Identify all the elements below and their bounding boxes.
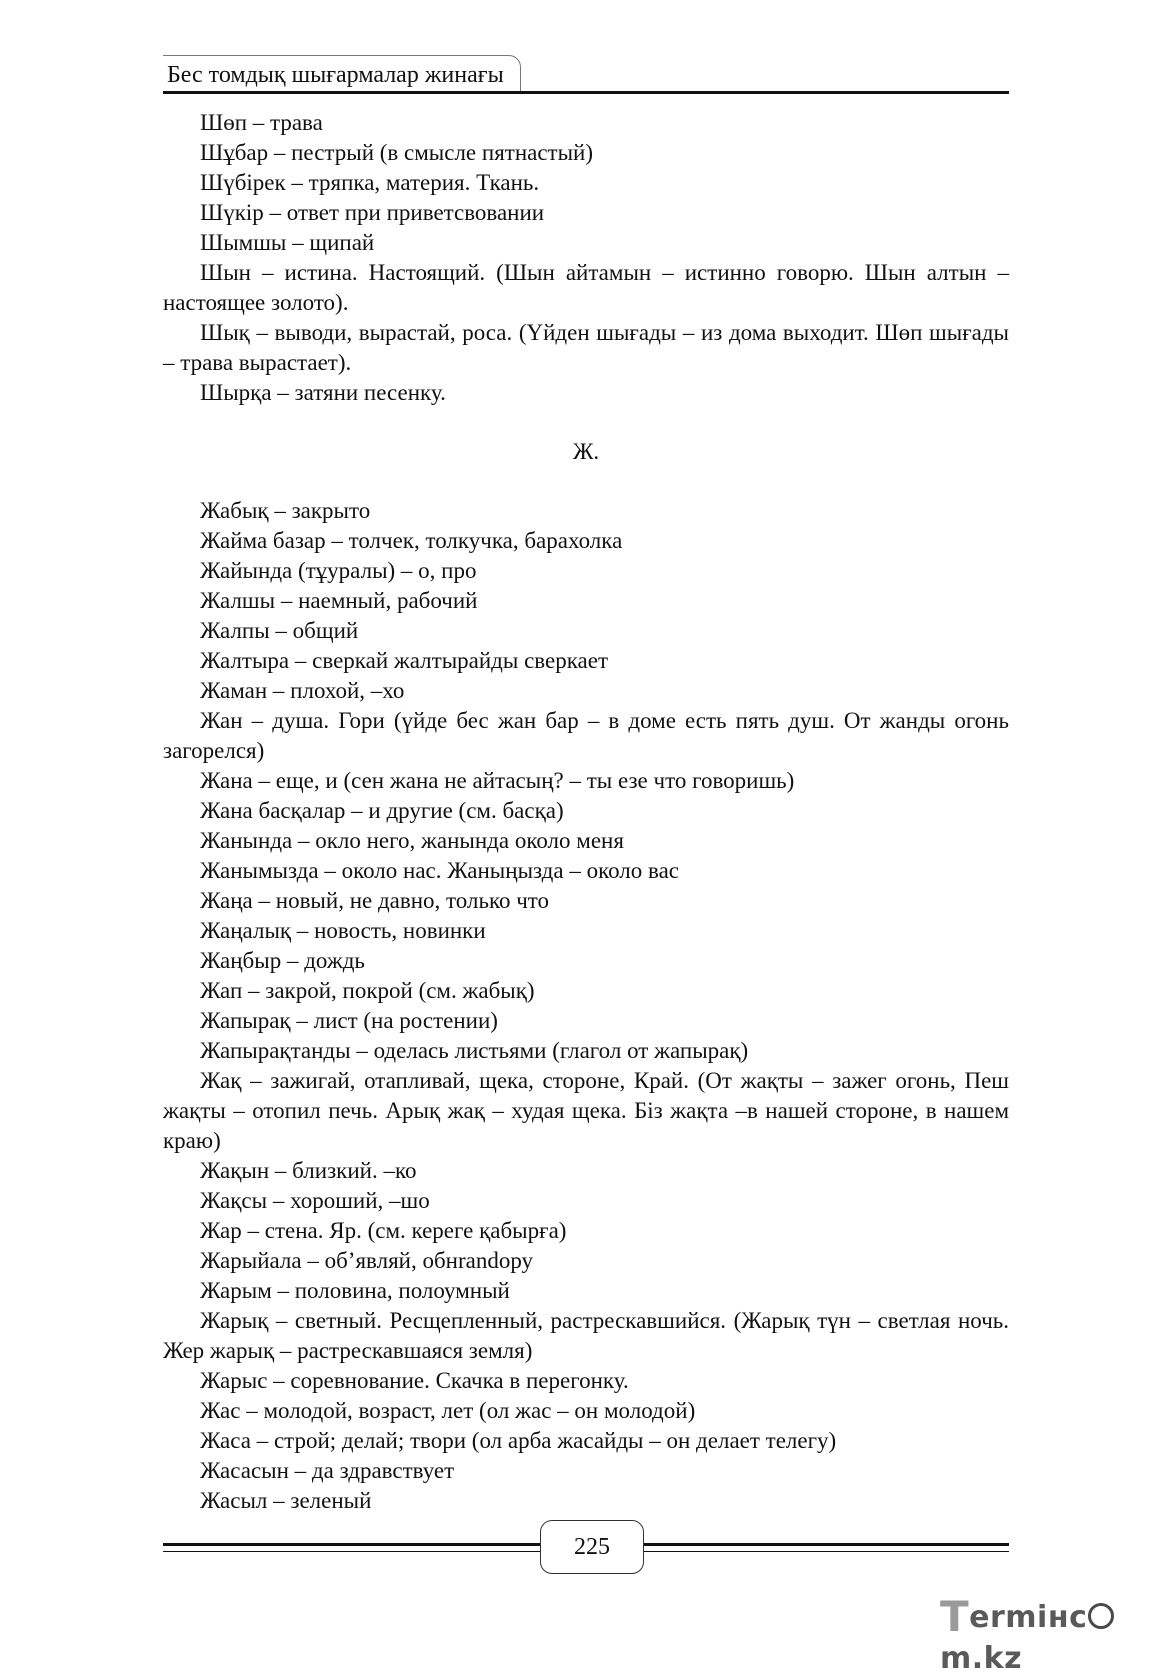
dictionary-entry: Шырқа – затяни песенку. xyxy=(200,380,446,405)
dictionary-entry: Жарым – половина, полоумный xyxy=(200,1278,510,1303)
dictionary-entry: Жапырақтанды – оделась листьями (глагол от жапырақ) xyxy=(200,1038,749,1063)
dictionary-entry: Жанында – окло него, жанында около меня xyxy=(200,828,624,853)
header-rule xyxy=(163,91,1009,94)
dictionary-entry: Жақ – зажигай, отапливай, щека, стороне, Край. (От жақты – зажег огонь, Пеш жақты – отопил печь. Арық жақ – худая щека. Біз жақта –в нашей стороне, в нашем краю) xyxy=(163,1068,1009,1153)
dictionary-entry: Шымшы – щипай xyxy=(200,230,375,255)
footer-rule-left-thin xyxy=(163,1551,540,1552)
watermark-text-2: m.kz xyxy=(940,1641,1023,1676)
dictionary-entry: Жарыйала – об’являй, обнrandору xyxy=(200,1248,534,1273)
dictionary-entry: Жалшы – наемный, рабочий xyxy=(200,588,478,613)
dictionary-entry: Жарық – светный. Ресщепленный, растрескавшийся. (Жарық түн – светлая ночь. Жер жарық – растрескавшаяся земля) xyxy=(163,1308,1009,1363)
dictionary-entry: Шүкір – ответ при приветсвовании xyxy=(200,200,545,225)
dictionary-entry: Жаңалық – новость, новинки xyxy=(200,918,486,943)
page-number: 225 xyxy=(540,1520,644,1574)
dictionary-entry: Жақын – близкий. –ко xyxy=(200,1158,417,1183)
dictionary-entry: Жарыс – соревнование. Скачка в перегонку. xyxy=(200,1368,629,1393)
dictionary-entry: Жаңа – новый, не давно, только что xyxy=(200,888,550,913)
dictionary-entry: Жақсы – хороший, –шо xyxy=(200,1188,430,1213)
dictionary-entry: Шұбар – пестрый (в смысле пятнастый) xyxy=(200,140,594,165)
page-footer xyxy=(163,1520,1009,1576)
entries-zh xyxy=(163,496,1009,1516)
watermark-text-1: ermінc xyxy=(969,1600,1088,1635)
dictionary-entry: Жалпы – общий xyxy=(200,618,359,643)
book-title: Бес томдық шығармалар жинағы xyxy=(167,62,504,88)
dictionary-entry: Жас – молодой, возраст, лет (ол жас – он молодой) xyxy=(200,1398,696,1423)
dictionary-entry: Жар – стена. Яр. (см. кереге қабырға) xyxy=(200,1218,567,1243)
watermark-t-letter: T xyxy=(940,1592,970,1641)
footer-rule-right-thin xyxy=(644,1551,1009,1552)
dictionary-entry: Жайма базар – толчек, толкучка, барахолка xyxy=(200,528,623,553)
dictionary-entry: Жап – закрой, покрой (см. жабық) xyxy=(200,978,535,1003)
dictionary-entry: Жасасын – да здравствует xyxy=(200,1458,455,1483)
section-letter: Ж. xyxy=(572,439,600,464)
watermark-o-icon xyxy=(1088,1603,1114,1629)
dictionary-entry: Шөп – трава xyxy=(200,110,323,135)
dictionary-entry: Жабық – закрыто xyxy=(200,498,371,523)
dictionary-entry: Жаса – строй; делай; твори (ол арба жасайды – он делает телегу) xyxy=(200,1428,837,1453)
dictionary-entry: Жан – душа. Гори (үйде бес жан бар – в доме есть пять душ. От жанды огонь загорелся) xyxy=(163,708,1009,763)
dictionary-entry: Жасыл – зеленый xyxy=(200,1488,372,1513)
dictionary-entry: Шүбірек – тряпка, материя. Ткань. xyxy=(200,170,540,195)
dictionary-entry: Жана басқалар – и другие (см. басқа) xyxy=(200,798,564,823)
running-header xyxy=(163,55,1009,95)
dictionary-entry: Жапырақ – лист (на ростении) xyxy=(200,1008,498,1033)
dictionary-entry: Жана – еще, и (сен жана не айтасың? – ты езе что говоришь) xyxy=(200,768,795,793)
dictionary-entry: Жаңбыр – дождь xyxy=(200,948,365,973)
dictionary-entry: Жайында (тұуралы) – о, про xyxy=(200,558,477,583)
dictionary-entry: Шық – выводи, вырастай, роса. (Үйден шығады – из дома выходит. Шөп шығады – трава вырастает). xyxy=(163,320,1009,375)
entries-sh xyxy=(163,108,1009,408)
footer-rule-left xyxy=(163,1543,540,1546)
dictionary-body xyxy=(163,108,1009,1516)
site-watermark xyxy=(940,1592,1150,1676)
dictionary-entry: Шын – истина. Настоящий. (Шын айтамын – истинно говорю. Шын алтын – настоящее золото). xyxy=(163,260,1009,315)
header-tab xyxy=(163,55,521,92)
dictionary-entry: Жанымызда – около нас. Жаныңызда – около вас xyxy=(200,858,680,883)
dictionary-entry: Жалтыра – сверкай жалтырайды сверкает xyxy=(200,648,609,673)
dictionary-entry: Жаман – плохой, –хо xyxy=(200,678,405,703)
footer-rule-right xyxy=(644,1543,1009,1546)
